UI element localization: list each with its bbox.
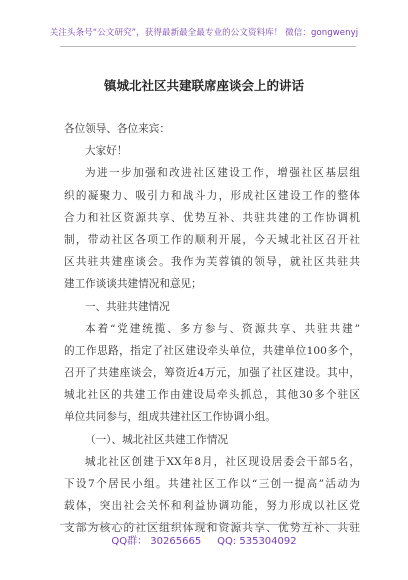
footer-divider	[60, 524, 356, 525]
footer-contact: QQ群： 30265665 QQ: 535304092	[111, 536, 297, 547]
greeting: 大家好！	[85, 145, 128, 158]
header-banner: 关注头条号“公文研究”，获得最新最全最专业的公文资料库！ 微信：gongwenyj	[49, 28, 359, 38]
body-line: 载体，突出社会关怀和利益协调功能，努力形成以社区党	[64, 500, 360, 513]
body-line: 合力和社区资源共享、优势互补、共驻共建的工作协调机	[64, 211, 360, 224]
section-heading: 一、共驻共建情况	[85, 300, 170, 313]
document-title: 镇城北社区共建联席座谈会上的讲话	[103, 78, 304, 93]
body-line: 本着“党建统揽、多方参与、资源共享、共驻共建”	[85, 322, 360, 335]
salutation: 各位领导、各位来宾：	[64, 123, 170, 135]
body-line: 单位共同参与，组成共建社区工作协调小组。	[64, 411, 276, 424]
body-line: 建工作谈谈共建情况和意见；	[64, 278, 202, 291]
body-line: 区共驻共建座谈会。我作为芙蓉镇的领导，就社区共驻共	[64, 256, 360, 269]
body-line: 城北社区的共建工作由建设局牵头抓总，其他30多个驻区	[64, 389, 360, 402]
body-line: 召开了共建座谈会，筹资近4万元，加强了社区建设。其中，	[64, 367, 360, 380]
body-line: 的工作思路，指定了社区建设牵头单位，共建单位100多个，	[64, 344, 360, 357]
body-line: 支部为核心的社区组织体现和资源共享、优势互补、共驻	[64, 522, 360, 535]
subsection-heading: （一）、城北社区共建工作情况	[85, 433, 229, 446]
body-line: 城北社区创建于XX年8月，社区现设居委会干部5名，	[85, 455, 360, 468]
body-line: 织的凝聚力、吸引力和战斗力，形成社区建设工作的整体	[64, 189, 360, 202]
document-body	[64, 118, 360, 540]
header-divider	[60, 46, 356, 47]
body-line: 制，带动社区各项工作的顺利开展，今天城北社区召开社	[64, 233, 360, 246]
body-line: 为进一步加强和改进社区建设工作，增强社区基层组	[85, 167, 360, 180]
body-line: 下设7个居民小组。共建社区工作以“三创一提高”活动为	[64, 478, 360, 490]
